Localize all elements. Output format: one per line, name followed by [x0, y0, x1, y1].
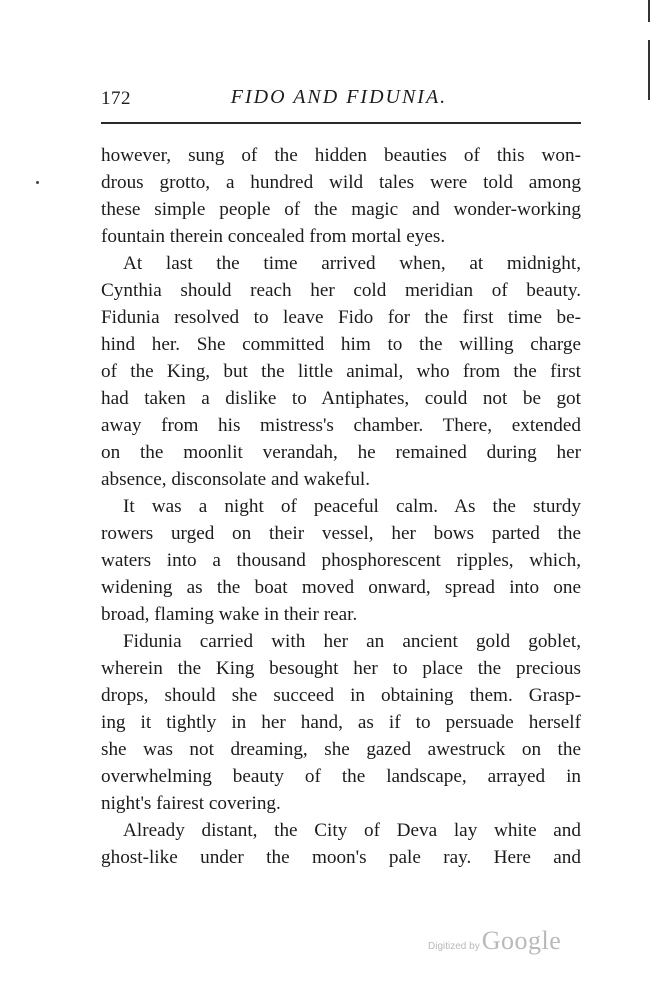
- text-line: rowers urged on their vessel, her bows parted the: [101, 523, 581, 544]
- text-line: Already distant, the City of Deva lay white and: [123, 820, 581, 841]
- text-line: broad, flaming wake in their rear.: [101, 604, 358, 625]
- text-line: drops, should she succeed in obtaining them. Grasp-: [101, 685, 581, 706]
- text-line: ghost-like under the moon's pale ray. Here and: [101, 847, 581, 868]
- page-number: 172: [101, 88, 131, 109]
- text-line: At last the time arrived when, at midnight,: [123, 253, 581, 274]
- body-text: [101, 142, 581, 871]
- text-line: night's fairest covering.: [101, 793, 281, 814]
- running-title: FIDO AND FIDUNIA.: [230, 86, 448, 108]
- watermark-prefix: Digitized by: [428, 941, 480, 952]
- text-line: Fidunia resolved to leave Fido for the first time be-: [101, 307, 581, 328]
- text-line: she was not dreaming, she gazed awestruck on the: [101, 739, 581, 760]
- text-line: wherein the King besought her to place the precious: [101, 658, 581, 679]
- text-line: on the moonlit verandah, he remained during her: [101, 442, 581, 463]
- text-line: had taken a dislike to Antiphates, could not be got: [101, 388, 581, 409]
- watermark-brand: Google: [481, 926, 562, 955]
- text-line: ing it tightly in her hand, as if to persuade herself: [101, 712, 581, 733]
- text-line: however, sung of the hidden beauties of this won-: [101, 145, 581, 166]
- text-line: absence, disconsolate and wakeful.: [101, 469, 371, 490]
- text-line: of the King, but the little animal, who from the first: [101, 361, 581, 382]
- text-line: hind her. She committed him to the willing charge: [101, 334, 581, 355]
- text-line: these simple people of the magic and wonder-working: [101, 199, 581, 220]
- header-rule: [101, 122, 581, 124]
- text-line: drous grotto, a hundred wild tales were told among: [101, 172, 581, 193]
- text-line: away from his mistress's chamber. There, extended: [101, 415, 581, 436]
- text-line: Cynthia should reach her cold meridian of beauty.: [101, 280, 581, 301]
- text-line: widening as the boat moved onward, spread into one: [101, 577, 581, 598]
- text-line: overwhelming beauty of the landscape, arrayed in: [101, 766, 581, 787]
- scan-edge-mark-top: [648, 0, 650, 22]
- text-line: It was a night of peaceful calm. As the sturdy: [123, 496, 581, 517]
- text-line: Fidunia carried with her an ancient gold goblet,: [123, 631, 581, 652]
- scan-speck: [36, 181, 39, 184]
- text-line: fountain therein concealed from mortal eyes.: [101, 226, 446, 247]
- digitized-watermark: [428, 926, 561, 956]
- text-line: waters into a thousand phosphorescent ripples, which,: [101, 550, 581, 571]
